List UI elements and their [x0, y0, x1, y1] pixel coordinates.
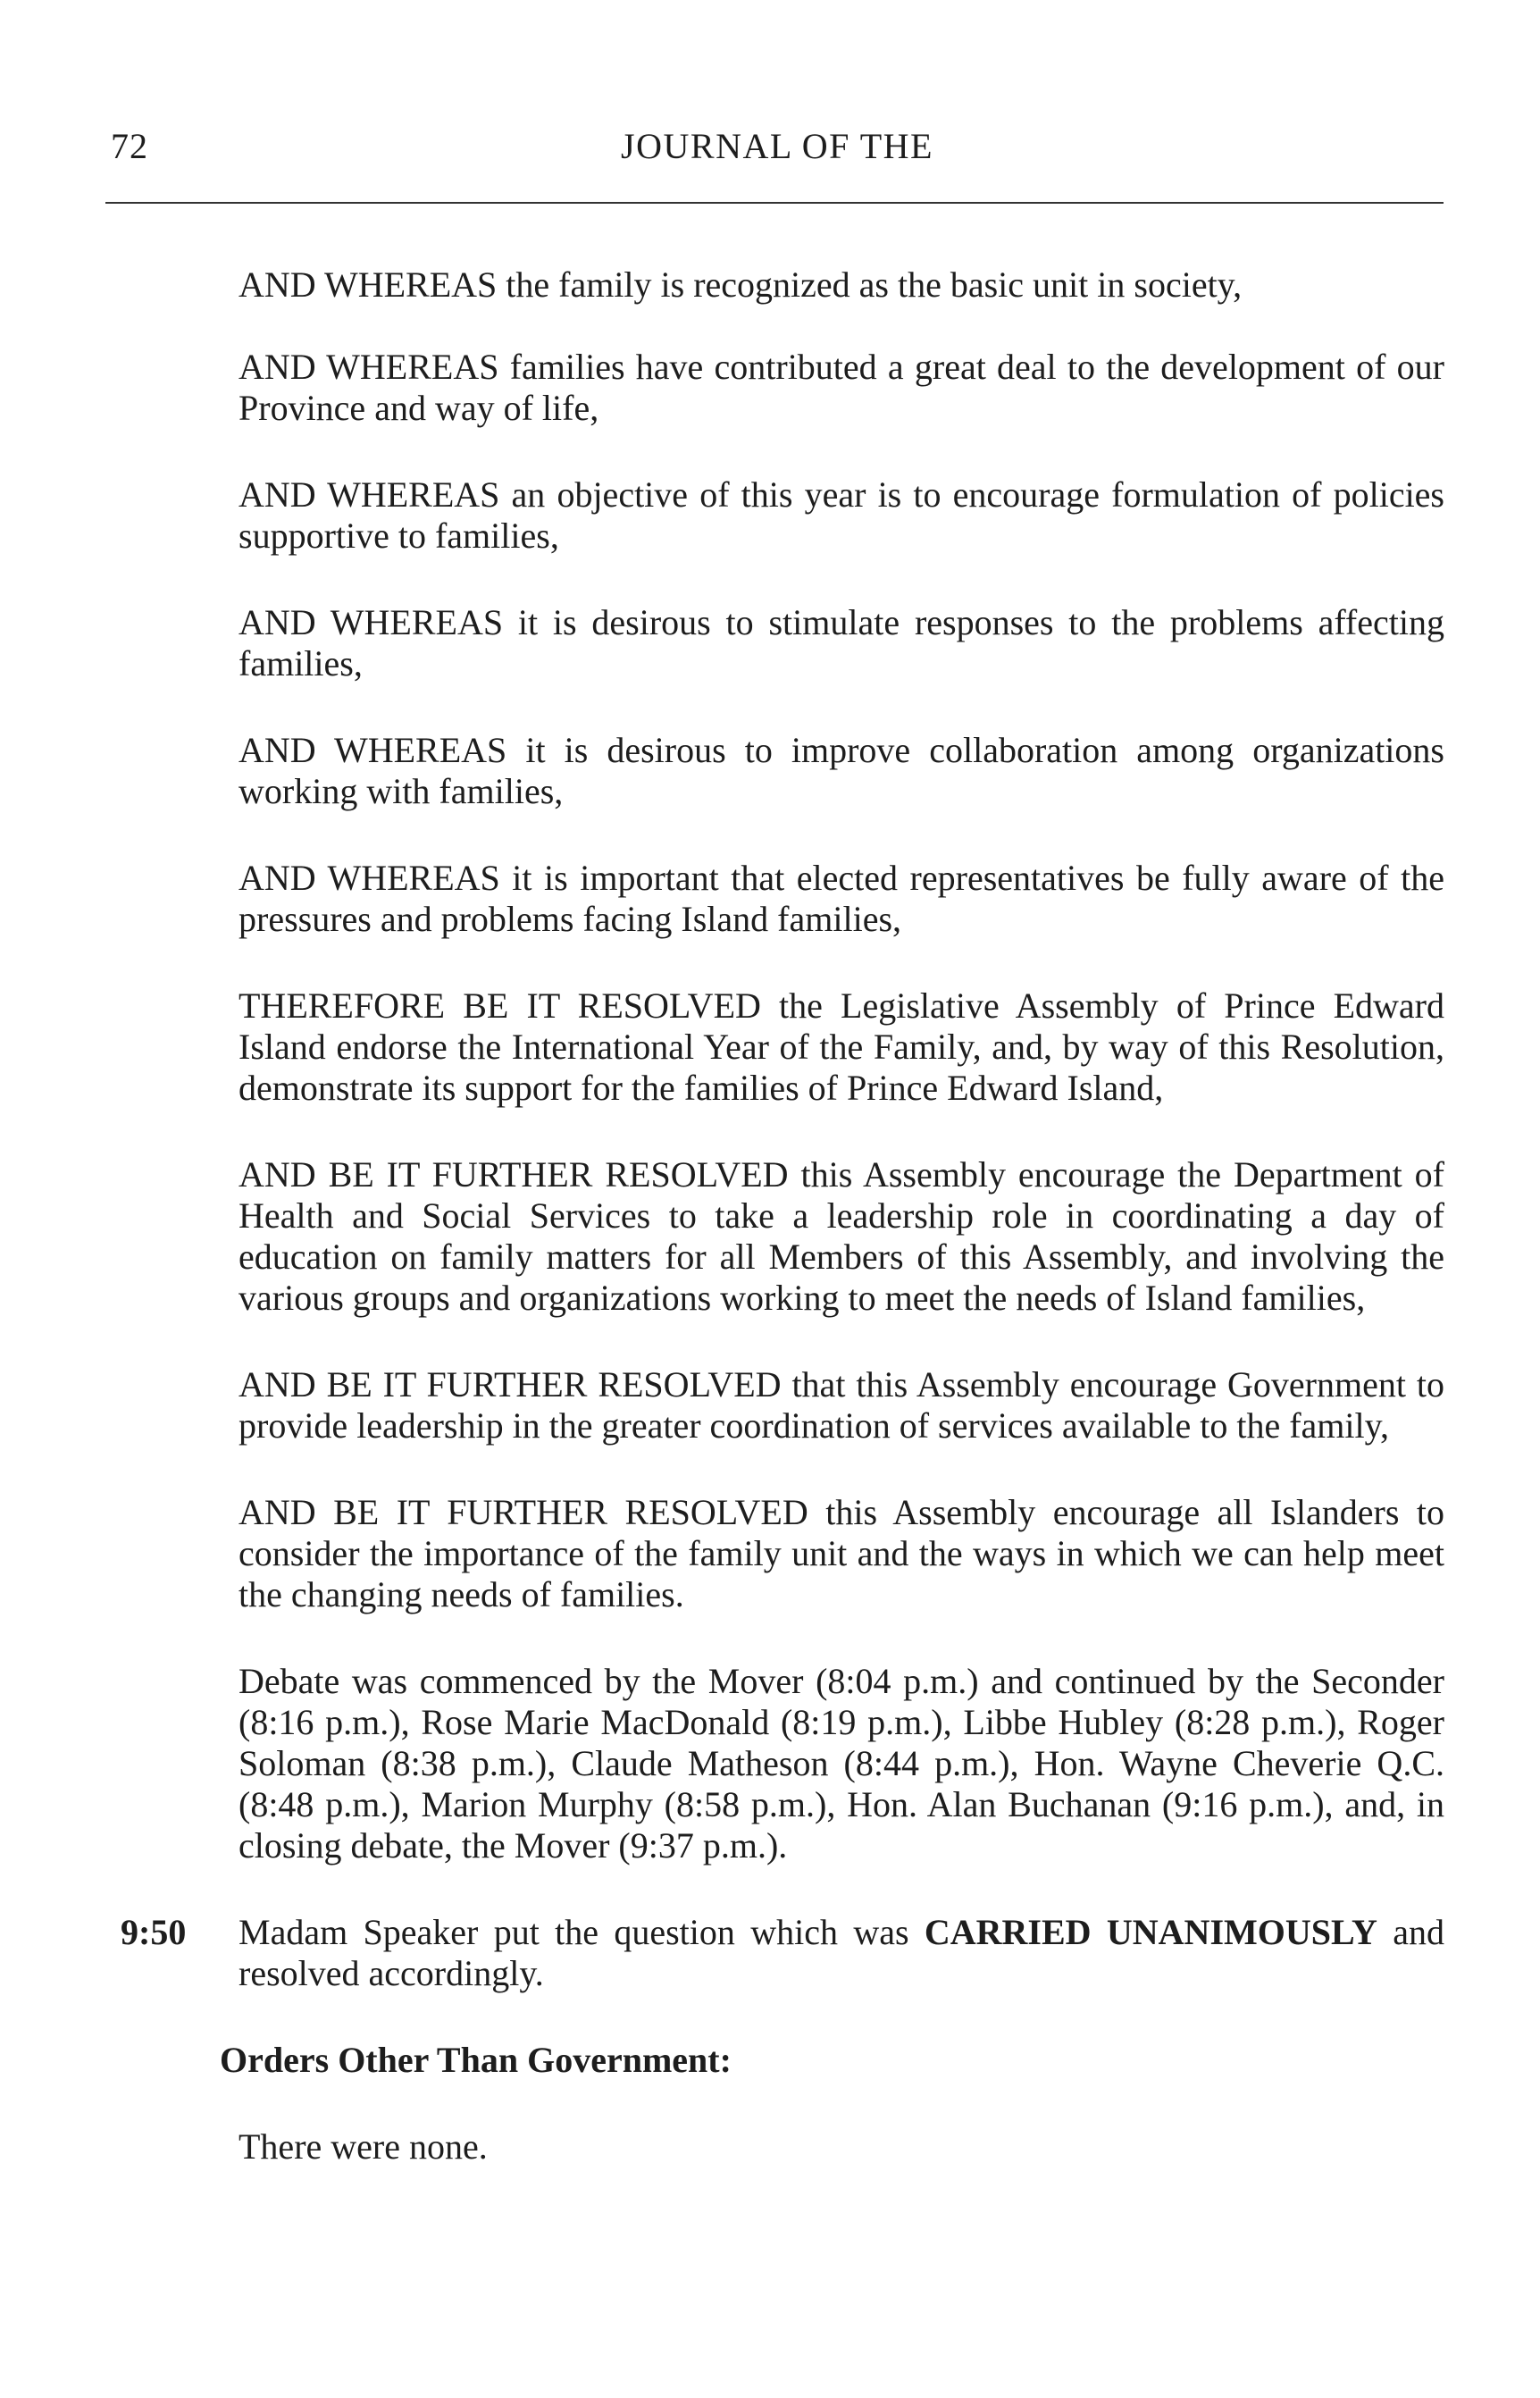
- resolved-clause: THEREFORE BE IT RESOLVED the Legislative Assembly of Prince Edward Island endorse the International Year of the Family, and, by way of this Resolution, demonstrate its support for the families of Prince Edward Island,: [239, 985, 1444, 1108]
- debate-record: Debate was commenced by the Mover (8:04 p.m.) and continued by the Seconder (8:16 p.m.), Rose Marie MacDonald (8:19 p.m.), Libbe Hubley (8:28 p.m.), Roger Soloman (8:38 p.m.), Claude Matheson (8:44 p.m.), Hon. Wayne Cheverie Q.C. (8:48 p.m.), Marion Murphy (8:58 p.m.), Hon. Alan Buchanan (9:16 p.m.), and, in closing debate, the Mover (9:37 p.m.).: [239, 1661, 1444, 1866]
- page-body: [121, 264, 1444, 2213]
- resolution-clause: AND WHEREAS families have contributed a great deal to the development of our Province and way of life,: [239, 347, 1444, 428]
- header-rule: [105, 202, 1444, 204]
- resolved-clause: AND BE IT FURTHER RESOLVED this Assembly encourage the Department of Health and Social Services to take a leadership role in coordinating a day of education on family matters for all Members of this Assembly, and involving the various groups and organizations working to meet the needs of Island families,: [239, 1154, 1444, 1318]
- resolved-clause: AND BE IT FURTHER RESOLVED that this Assembly encourage Government to provide leadership in the greater coordination of services available to the family,: [239, 1364, 1444, 1446]
- question-text: Madam Speaker put the question which was: [239, 1912, 925, 1952]
- resolution-clause: AND WHEREAS the family is recognized as the basic unit in society,: [239, 264, 1243, 305]
- question-result: CARRIED UNANIMOUSLY: [924, 1912, 1377, 1952]
- running-head: JOURNAL OF THE: [621, 126, 933, 166]
- question-entry: [121, 1912, 1444, 1994]
- resolution-clause: AND WHEREAS it is desirous to improve collaboration among organizations working with families,: [239, 730, 1444, 811]
- resolution-clause: AND WHEREAS it is important that elected representatives be fully aware of the pressures and problems facing Island families,: [239, 858, 1444, 939]
- section-text: There were none.: [239, 2126, 488, 2167]
- time-stamp: 9:50: [121, 1912, 187, 1952]
- page-header: [111, 125, 1444, 179]
- resolution-clause: AND WHEREAS it is desirous to stimulate responses to the problems affecting families,: [239, 602, 1444, 683]
- resolved-clause: AND BE IT FURTHER RESOLVED this Assembly encourage all Islanders to consider the importance of the family unit and the ways in which we can help meet the changing needs of families.: [239, 1492, 1444, 1614]
- section-heading: Orders Other Than Government:: [220, 2040, 732, 2080]
- question-text-end: and resolved accordingly.: [239, 1912, 1444, 1993]
- resolution-clause: AND WHEREAS an objective of this year is to encourage formulation of policies supportive to families,: [239, 474, 1444, 556]
- page-number: 72: [111, 126, 148, 166]
